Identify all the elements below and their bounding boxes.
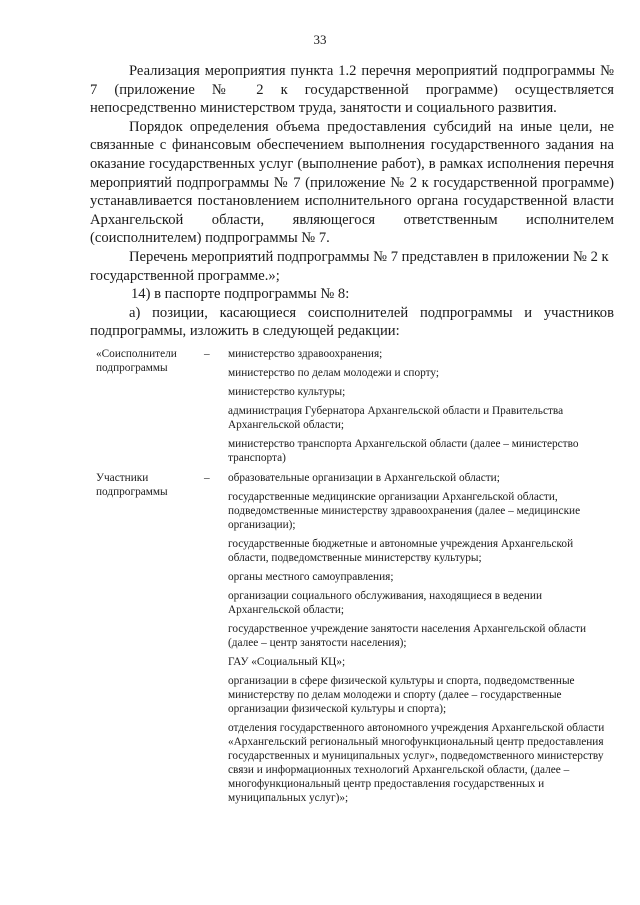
participants-table [96, 471, 606, 805]
coexecutors-label: «Соисполнители подпрограммы [96, 348, 177, 374]
list-item: отделения государственного автономного учреждения Архангельской области «Архангельский региональный многофункциональный центр предоставления государственных и муниципальных услуг», подведомственного министерству связи и информационных технологий Архангельской области, (далее – многофункциональный центр предоставления государственных и муниципальных услуг)»; [228, 722, 605, 804]
list-item: государственное учреждение занятости населения Архангельской области (далее – центр занятости населения); [228, 623, 587, 649]
list-item: министерство здравоохранения; [228, 348, 383, 360]
list-item: органы местного самоуправления; [228, 571, 394, 583]
list-item: государственные бюджетные и автономные учреждения Архангельской области, подведомственные министерству культуры; [228, 538, 574, 564]
paragraph-implementation: Реализация мероприятия пункта 1.2 перечня мероприятий подпрограммы № 7 (приложение № 2 к государственной программе) осуществляется непосредственно министерством труда, занятости и социального развития. [90, 63, 614, 117]
paragraph-item-a: а) позиции, касающиеся соисполнителей подпрограммы и участников подпрограммы, изложить в следующей редакции: [90, 304, 614, 340]
list-item: государственные медицинские организации Архангельской области, подведомственные министерству здравоохранения (далее – медицинские организации); [228, 491, 581, 531]
participants-list [228, 471, 606, 805]
participants-dash: – [204, 472, 210, 484]
paragraph-subsidy-procedure: Порядок определения объема предоставления субсидий на иные цели, не связанные с финансовым обеспечением выполнения государственного задания на оказание государственных услуг (выполнение работ), в рамках исполнения перечня мероприятий подпрограммы № 7 (приложение № 2 к государственной программе) устанавливается постановлением исполнительного органа государственной власти Архангельской области, являющегося ответственным исполнителем (соисполнителем) подпрограммы № 7. [90, 118, 614, 247]
list-item: образовательные организации в Архангельской области; [228, 472, 500, 484]
participants-block [96, 471, 606, 805]
list-item: организации в сфере физической культуры и спорта, подведомственные министерству по делам молодежи и спорту (далее – государственные организации физической культуры и спорта); [228, 675, 575, 715]
document-body [90, 62, 614, 341]
passport-table [96, 347, 606, 465]
list-item: организации социального обслуживания, находящиеся в ведении Архангельской области; [228, 590, 542, 616]
list-item: министерство транспорта Архангельской области (далее – министерство транспорта) [228, 438, 579, 464]
coexecutors-list [228, 347, 606, 465]
participants-label: Участники подпрограммы [96, 472, 168, 498]
paragraph-item-14: 14) в паспорте подпрограммы № 8: [131, 286, 350, 303]
list-item: министерство по делам молодежи и спорту; [228, 367, 440, 379]
list-item: администрация Губернатора Архангельской области и Правительства Архангельской области; [228, 405, 564, 431]
list-item: ГАУ «Социальный КЦ»; [228, 656, 346, 668]
list-item: министерство культуры; [228, 386, 346, 398]
coexecutors-block [96, 347, 606, 465]
coexecutors-dash: – [204, 348, 210, 360]
page-number: 33 [313, 32, 327, 47]
paragraph-activities-list: Перечень мероприятий подпрограммы № 7 представлен в приложении № 2 к государственной программе.»; [90, 248, 609, 284]
